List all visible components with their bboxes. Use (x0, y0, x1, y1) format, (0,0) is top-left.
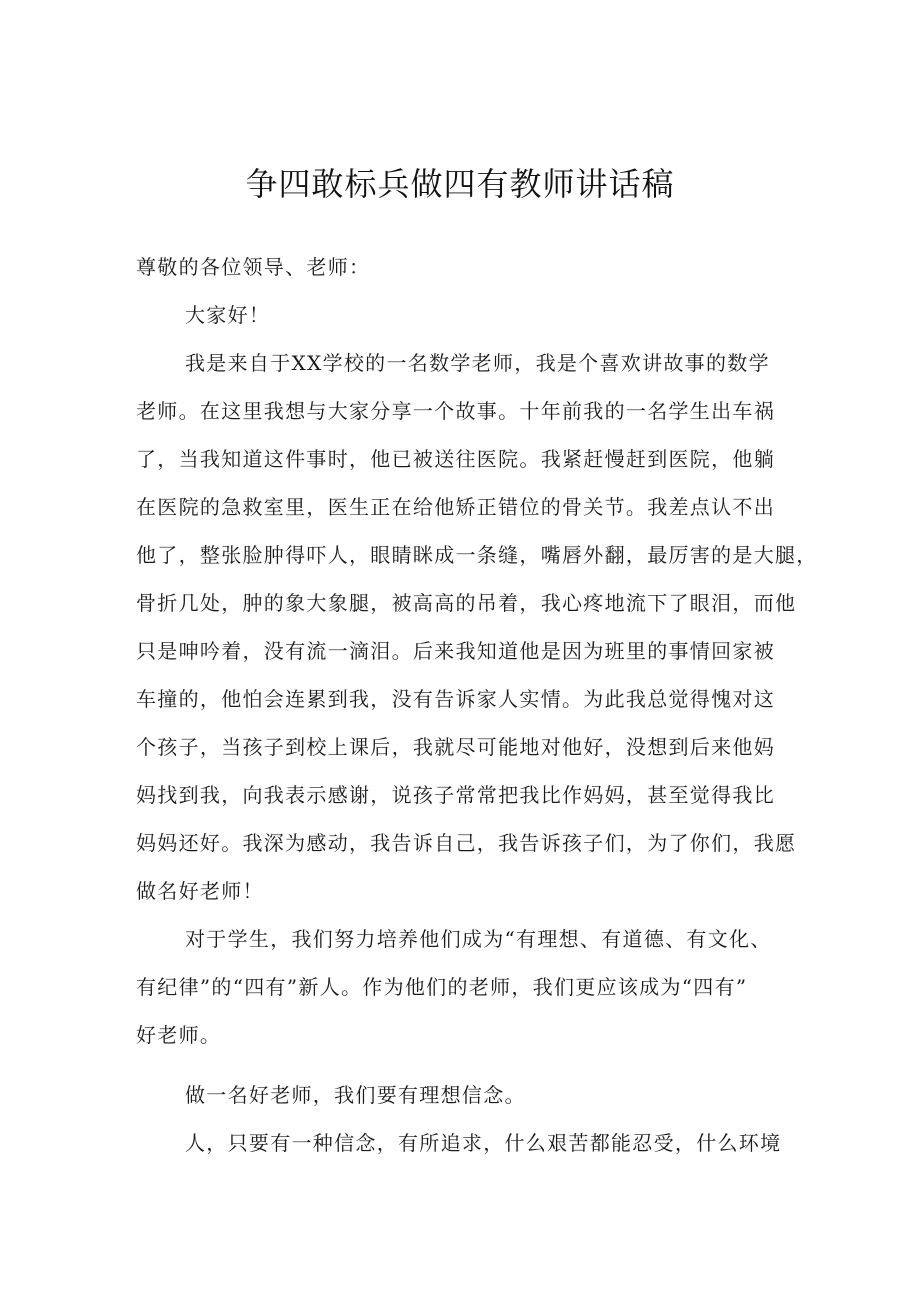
paragraph-line: 了，当我知道这件事时，他已被送往医院。我紧赶慢赶到医院，他躺 (136, 447, 775, 471)
paragraph-line: 在医院的急救室里，医生正在给他矫正错位的骨关节。我差点认不出 (136, 495, 775, 519)
paragraph-line: 人，只要有一种信念，有所追求，什么艰苦都能忍受，什么环境 (185, 1131, 782, 1155)
salutation-line: 尊敬的各位领导、老师： (136, 255, 371, 279)
document-title: 争四敢标兵做四有教师讲话稿 (245, 165, 675, 203)
paragraph-line: 我是来自于XX学校的一名数学老师，我是个喜欢讲故事的数学 (185, 351, 770, 375)
greeting-line: 大家好！ (185, 303, 271, 327)
paragraph-line: 做名好老师！ (136, 879, 264, 903)
paragraph-line: 做一名好老师，我们要有理想信念。 (185, 1083, 526, 1107)
paragraph-line: 只是呻吟着，没有流一滴泪。后来我知道他是因为班里的事情回家被 (136, 639, 775, 663)
paragraph-line: 骨折几处，肿的象大象腿，被高高的吊着，我心疼地流下了眼泪，而他 (136, 591, 797, 615)
paragraph-line: 对于学生，我们努力培养他们成为“有理想、有道德、有文化、 (185, 927, 772, 951)
paragraph-line: 他了，整张脸肿得吓人，眼睛眯成一条缝，嘴唇外翻，最厉害的是大腿， (136, 543, 818, 567)
paragraph-line: 妈找到我，向我表示感谢，说孩子常常把我比作妈妈，甚至觉得我比 (136, 783, 775, 807)
paragraph-line: 老师。在这里我想与大家分享一个故事。十年前我的一名学生出车祸 (136, 399, 775, 423)
paragraph-line: 车撞的，他怕会连累到我，没有告诉家人实情。为此我总觉得愧对这 (136, 687, 775, 711)
paragraph-line: 有纪律”的“四有”新人。作为他们的老师，我们更应该成为“四有” (136, 975, 748, 999)
paragraph-line: 个孩子，当孩子到校上课后，我就尽可能地对他好，没想到后来他妈 (136, 735, 775, 759)
paragraph-line: 好老师。 (136, 1023, 222, 1047)
paragraph-line: 妈妈还好。我深为感动，我告诉自己，我告诉孩子们，为了你们，我愿 (136, 831, 797, 855)
